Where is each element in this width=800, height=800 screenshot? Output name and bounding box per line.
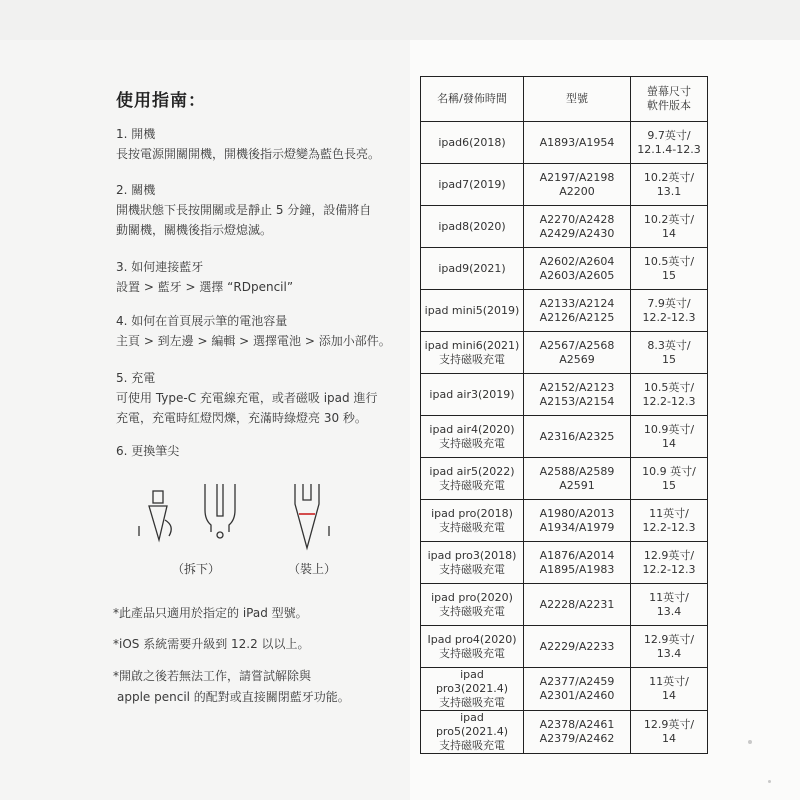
- device-name: ipad6(2018): [438, 135, 506, 149]
- cell-model: [524, 290, 631, 332]
- cell-line: 14: [662, 226, 676, 240]
- cell-line: 8.3英寸/: [647, 338, 691, 352]
- cell-line: 13.1: [656, 184, 682, 198]
- cell-line: A2133/A2124: [539, 296, 615, 310]
- cell-model: [524, 206, 631, 248]
- guide-section: [116, 180, 371, 240]
- magnetic-charging-note: 支持磁吸充電: [439, 646, 505, 660]
- cell-size-version: [631, 542, 708, 584]
- note-text: *iOS 系統需要升級到 12.2 以以上。: [113, 637, 310, 651]
- cell-line: 13.4: [656, 646, 682, 660]
- section-text: 主頁 > 到左邊 > 編輯 > 選擇電池 > 添加小部件。: [116, 334, 391, 348]
- cell-model: [524, 374, 631, 416]
- guide-section: [116, 368, 377, 428]
- table-row: [421, 122, 708, 164]
- section-heading: 2. 關機: [116, 183, 156, 197]
- cell-line: A2569: [559, 352, 595, 366]
- cell-device-name: [421, 584, 524, 626]
- cell-line: A2152/A2123: [539, 380, 615, 394]
- cell-device-name: [421, 500, 524, 542]
- cell-device-name: [421, 458, 524, 500]
- cell-line: A2200: [559, 184, 595, 198]
- header-model: [524, 77, 631, 122]
- cell-size-version: [631, 668, 708, 711]
- cell-line: A2429/A2430: [539, 226, 615, 240]
- cell-size-version: [631, 290, 708, 332]
- note-text: apple pencil 的配對或直接關閉藍牙功能。: [117, 690, 350, 704]
- table-row: [421, 332, 708, 374]
- cell-line: 13.4: [656, 604, 682, 618]
- cell-line: A2591: [559, 478, 595, 492]
- cell-line: 10.5英寸/: [643, 254, 695, 268]
- cell-model: [524, 500, 631, 542]
- cell-model: [524, 332, 631, 374]
- section-text: 動關機，關機後指示燈熄滅。: [116, 223, 273, 237]
- device-name: ipad pro5(2021.4): [435, 711, 509, 738]
- magnetic-charging-note: 支持磁吸充電: [439, 436, 505, 450]
- cell-line: 15: [662, 268, 676, 282]
- device-name: ipad pro(2018): [431, 506, 513, 520]
- cell-device-name: [421, 626, 524, 668]
- guide-section: [116, 441, 179, 461]
- table-row: [421, 668, 708, 711]
- device-name: ipad pro3(2018): [427, 548, 517, 562]
- cell-model: [524, 122, 631, 164]
- header-size: [631, 77, 708, 122]
- cell-line: 螢幕尺寸: [647, 85, 691, 98]
- section-text: 可使用 Type-C 充電線充電，或者磁吸 ipad 進行: [116, 391, 378, 405]
- cell-size-version: [631, 416, 708, 458]
- magnetic-charging-note: 支持磁吸充電: [439, 739, 505, 752]
- cell-line: A2126/A2125: [539, 310, 615, 324]
- cell-device-name: [421, 122, 524, 164]
- table-row: [421, 500, 708, 542]
- cell-line: A2602/A2604: [539, 254, 615, 268]
- cell-line: 10.5英寸/: [643, 380, 695, 394]
- cell-model: [524, 668, 631, 711]
- magnetic-charging-note: 支持磁吸充電: [439, 562, 505, 576]
- removed-tip-icon: [139, 491, 171, 540]
- magnetic-charging-note: 支持磁吸充電: [439, 352, 505, 366]
- guide-section: [116, 124, 380, 164]
- cell-device-name: [421, 164, 524, 206]
- device-name: ipad pro(2020): [431, 590, 513, 604]
- cell-line: A2567/A2568: [539, 338, 615, 352]
- cell-line: 12.9英寸/: [643, 718, 695, 731]
- cell-line: 9.7英寸/: [647, 128, 691, 142]
- table-row: [421, 711, 708, 754]
- section-heading: 5. 充電: [116, 371, 156, 385]
- cell-device-name: [421, 416, 524, 458]
- cell-line: 12.2-12.3: [642, 310, 696, 324]
- cell-line: 12.2-12.3: [642, 520, 696, 534]
- cell-line: 10.2英寸/: [643, 170, 695, 184]
- table-row: [421, 290, 708, 332]
- section-text: 開機狀態下長按開關或是靜止 5 分鐘，設備將自: [116, 203, 372, 217]
- guide-title: 使用指南：: [116, 91, 206, 111]
- cell-line: A2301/A2460: [539, 689, 615, 702]
- cell-line: A1980/A2013: [539, 506, 615, 520]
- cell-line: 7.9英寸/: [647, 296, 691, 310]
- device-name: ipad air4(2020): [429, 422, 515, 436]
- cell-line: A2197/A2198: [539, 170, 615, 184]
- cell-line: A2378/A2461: [539, 718, 615, 731]
- cell-device-name: [421, 332, 524, 374]
- cell-model: [524, 164, 631, 206]
- magnetic-charging-note: 支持磁吸充電: [439, 520, 505, 534]
- cell-line: A1876/A2014: [539, 548, 615, 562]
- table-row: [421, 248, 708, 290]
- cell-line: A1893/A1954: [539, 135, 615, 149]
- pen-tip-illustration: [135, 470, 355, 565]
- note: [113, 666, 350, 708]
- cell-device-name: [421, 542, 524, 584]
- cell-size-version: [631, 711, 708, 754]
- device-name: ipad air3(2019): [429, 387, 515, 401]
- pen-body-remove-icon: [205, 484, 235, 538]
- cell-size-version: [631, 500, 708, 542]
- section-heading: 6. 更換筆尖: [116, 444, 180, 458]
- magnetic-charging-note: 支持磁吸充電: [439, 604, 505, 618]
- cell-line: 15: [662, 478, 676, 492]
- table-row: [421, 374, 708, 416]
- cell-line: A2377/A2459: [539, 675, 615, 688]
- table-row: [421, 164, 708, 206]
- device-name: ipad mini5(2019): [424, 303, 520, 317]
- device-name: ipad8(2020): [438, 219, 506, 233]
- section-text: 設置 > 藍牙 > 選擇 “RDpencil”: [116, 280, 294, 294]
- cell-device-name: [421, 206, 524, 248]
- section-heading: 4. 如何在首頁展示筆的電池容量: [116, 314, 288, 328]
- table-row: [421, 584, 708, 626]
- note-text: *此產品只適用於指定的 iPad 型號。: [113, 606, 308, 620]
- device-name: ipad air5(2022): [429, 464, 515, 478]
- cell-device-name: [421, 668, 524, 711]
- cell-line: 名稱/發佈時間: [437, 92, 507, 105]
- magnetic-charging-note: 支持磁吸充電: [439, 478, 505, 492]
- cell-size-version: [631, 374, 708, 416]
- cell-line: 10.9英寸/: [643, 422, 695, 436]
- device-name: ipad mini6(2021): [424, 338, 520, 352]
- cell-size-version: [631, 332, 708, 374]
- cell-line: A2270/A2428: [539, 212, 615, 226]
- cell-line: A2229/A2233: [539, 639, 615, 653]
- cell-line: 11英寸/: [649, 590, 689, 604]
- cell-size-version: [631, 248, 708, 290]
- table-row: [421, 542, 708, 584]
- section-heading: 3. 如何連接藍牙: [116, 260, 204, 274]
- pen-body-install-icon: [295, 484, 329, 548]
- cell-size-version: [631, 584, 708, 626]
- cell-line: A1934/A1979: [539, 520, 615, 534]
- cell-line: A2379/A2462: [539, 732, 615, 745]
- cell-size-version: [631, 458, 708, 500]
- cell-model: [524, 584, 631, 626]
- cell-line: 10.2英寸/: [643, 212, 695, 226]
- cell-line: 14: [662, 436, 676, 450]
- compatibility-table: [420, 76, 708, 754]
- cell-model: [524, 416, 631, 458]
- guide-section: [116, 311, 391, 351]
- section-heading: 1. 開機: [116, 127, 156, 141]
- header-name: [421, 77, 524, 122]
- table-row: [421, 458, 708, 500]
- cell-model: [524, 248, 631, 290]
- install-caption: （裝上）: [288, 562, 337, 576]
- table-row: [421, 416, 708, 458]
- cell-size-version: [631, 206, 708, 248]
- cell-line: 11英寸/: [649, 506, 689, 520]
- remove-caption: （拆下）: [172, 562, 221, 576]
- cell-device-name: [421, 248, 524, 290]
- cell-line: 14: [662, 689, 676, 702]
- cell-line: 12.1.4-12.3: [637, 142, 701, 156]
- cell-model: [524, 711, 631, 754]
- cell-line: 12.9英寸/: [643, 548, 695, 562]
- cell-device-name: [421, 290, 524, 332]
- cell-size-version: [631, 626, 708, 668]
- cell-line: 12.2-12.3: [642, 394, 696, 408]
- dust-speck: [768, 780, 771, 783]
- cell-line: 11英寸/: [649, 675, 689, 688]
- cell-model: [524, 626, 631, 668]
- cell-line: A2588/A2589: [539, 464, 615, 478]
- magnetic-charging-note: 支持磁吸充電: [439, 696, 505, 709]
- dust-speck: [748, 740, 752, 744]
- device-name: ipad pro3(2021.4): [435, 668, 509, 695]
- cell-line: A2316/A2325: [539, 429, 615, 443]
- cell-line: 15: [662, 352, 676, 366]
- cell-line: A1895/A1983: [539, 562, 615, 576]
- section-text: 充電，充電時紅燈閃爍，充滿時綠燈亮 30 秒。: [116, 411, 367, 425]
- cell-line: A2603/A2605: [539, 268, 615, 282]
- section-text: 長按電源開關開機，開機後指示燈變為藍色長亮。: [116, 147, 381, 161]
- cell-size-version: [631, 122, 708, 164]
- cell-device-name: [421, 374, 524, 416]
- device-name: ipad7(2019): [438, 177, 506, 191]
- cell-line: 軟件版本: [647, 99, 691, 112]
- cell-line: 12.2-12.3: [642, 562, 696, 576]
- table-row: [421, 626, 708, 668]
- device-name: Ipad pro4(2020): [427, 632, 517, 646]
- cell-device-name: [421, 711, 524, 754]
- cell-line: A2228/A2231: [539, 597, 615, 611]
- device-name: ipad9(2021): [438, 261, 506, 275]
- cell-model: [524, 458, 631, 500]
- cell-line: 型號: [566, 92, 588, 105]
- cell-line: 10.9 英寸/: [642, 464, 696, 478]
- cell-model: [524, 542, 631, 584]
- cell-line: A2153/A2154: [539, 394, 615, 408]
- cell-line: 14: [662, 732, 676, 745]
- cell-line: 12.9英寸/: [643, 632, 695, 646]
- table-header-row: [421, 77, 708, 122]
- note: [113, 634, 310, 655]
- note-text: *開啟之後若無法工作，請嘗試解除與: [113, 669, 312, 683]
- note: [113, 603, 308, 624]
- guide-section: [116, 257, 293, 297]
- cell-size-version: [631, 164, 708, 206]
- table-row: [421, 206, 708, 248]
